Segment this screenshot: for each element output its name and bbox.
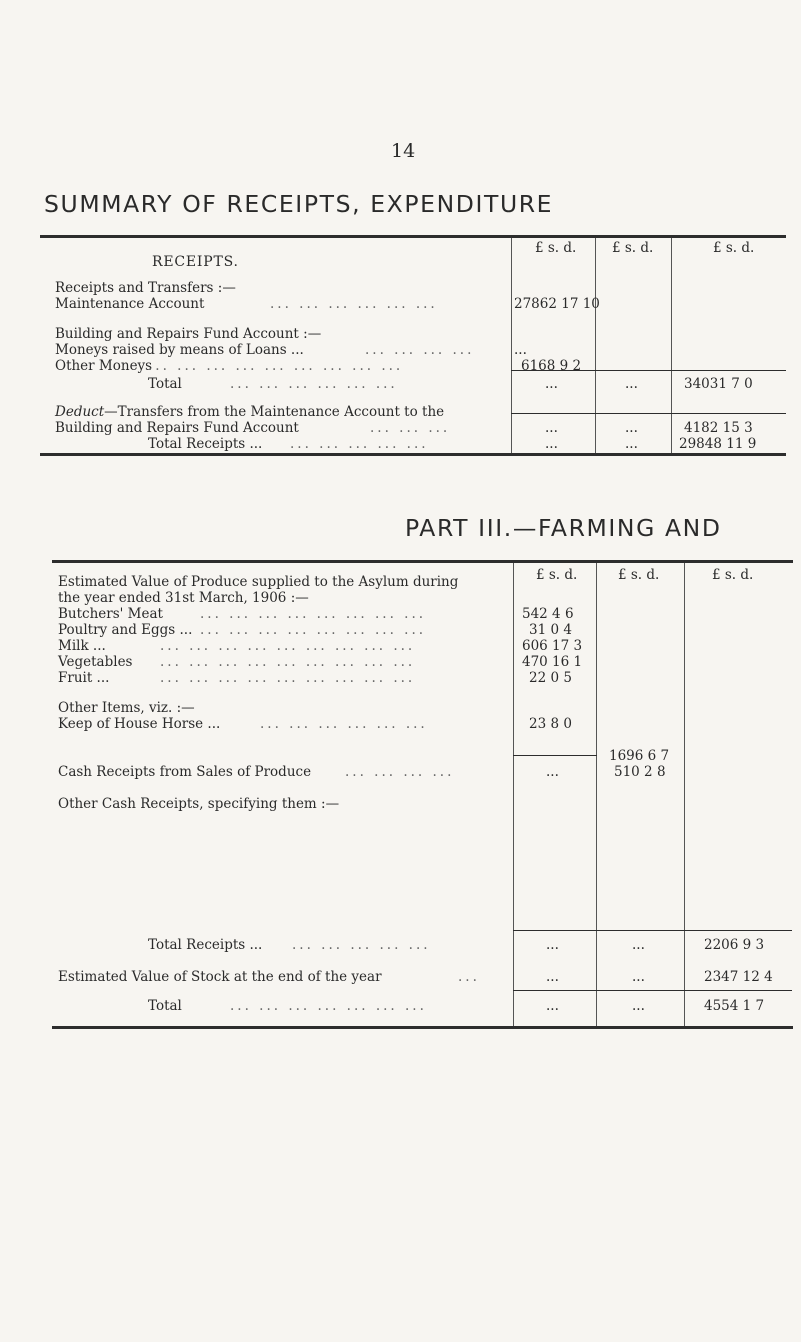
row-label: Other Moneys [55, 358, 153, 374]
amount: 27862 17 10 [514, 296, 600, 312]
amount: 510 2 8 [614, 764, 666, 780]
amount: 2206 9 3 [704, 937, 765, 953]
subtotal-rule [513, 755, 597, 756]
row-label: Total Receipts ... [148, 436, 263, 452]
table-bottom-rule [40, 453, 786, 456]
receipts-header: RECEIPTS. [152, 254, 239, 270]
leader-dots: ... ... ... ... ... ... ... ... [200, 606, 427, 622]
column-divider [671, 238, 672, 453]
leader-dots: ... ... ... ... ... ... ... ... ... [160, 670, 416, 686]
table-top-rule [40, 235, 786, 238]
leader-dots: ... ... ... ... ... [290, 436, 429, 452]
amount: 31 0 4 [529, 622, 572, 638]
currency-header: £ s. d. [712, 567, 754, 583]
amount: ... [546, 969, 559, 985]
row-label: Other Items, viz. :— [58, 700, 195, 716]
leader-dots: ... ... ... ... ... ... [260, 716, 428, 732]
page-title: SUMMARY OF RECEIPTS, EXPENDITURE [44, 190, 554, 218]
leader-dots: ... ... ... ... ... [292, 937, 431, 953]
row-label: the year ended 31st March, 1906 :— [58, 590, 309, 606]
column-divider [596, 563, 597, 1026]
amount: ... [546, 998, 559, 1014]
row-label: Maintenance Account [55, 296, 205, 312]
amount: 34031 7 0 [684, 376, 753, 392]
row-label: Milk ... [58, 638, 106, 654]
amount: ... [545, 376, 558, 392]
leader-dots: ... ... ... ... ... ... ... [230, 998, 427, 1014]
amount: 4554 1 7 [704, 998, 765, 1014]
total-rule [513, 930, 792, 931]
leader-dots: ... ... ... ... ... ... [270, 296, 438, 312]
currency-header: £ s. d. [612, 240, 654, 256]
currency-header: £ s. d. [713, 240, 755, 256]
row-label: Poultry and Eggs ... [58, 622, 193, 638]
row-label: Total Receipts ... [148, 937, 263, 953]
row-label: Total [148, 998, 182, 1014]
column-divider [595, 238, 596, 453]
column-divider [513, 563, 514, 1026]
leader-dots: ... ... ... ... ... ... ... ... ... [160, 638, 416, 654]
leader-dots: ... ... ... ... [345, 764, 455, 780]
amount: 4182 15 3 [684, 420, 753, 436]
row-label: Moneys raised by means of Loans ... [55, 342, 304, 358]
leader-dots: ... ... ... ... ... ... ... ... ... [148, 358, 404, 374]
row-label [55, 404, 444, 420]
page-number: 14 [391, 140, 416, 162]
amount: ... [632, 969, 645, 985]
subtotal-amount: 1696 6 7 [609, 748, 670, 764]
row-label: Cash Receipts from Sales of Produce [58, 764, 312, 780]
amount: 29848 11 9 [679, 436, 757, 452]
deduct-label: Deduct [55, 404, 105, 420]
row-label: Vegetables [58, 654, 133, 670]
currency-header: £ s. d. [535, 240, 577, 256]
leader-dots: ... [458, 969, 480, 985]
amount: ... [546, 764, 559, 780]
currency-header: £ s. d. [618, 567, 660, 583]
amount: 6168 9 2 [521, 358, 582, 374]
row-label: Estimated Value of Produce supplied to the Asylum during [58, 574, 459, 590]
amount: ... [545, 436, 558, 452]
leader-dots: ... ... ... ... ... ... ... ... ... [160, 654, 416, 670]
row-label: Fruit ... [58, 670, 110, 686]
column-divider [684, 563, 685, 1026]
row-label: Butchers' Meat [58, 606, 163, 622]
column-divider [511, 238, 512, 453]
total-rule [513, 990, 792, 991]
amount: ... [625, 376, 638, 392]
row-label: Total [148, 376, 182, 392]
leader-dots: ... ... ... ... ... ... [230, 376, 398, 392]
amount: ... [632, 998, 645, 1014]
amount: 23 8 0 [529, 716, 572, 732]
row-label: Keep of House Horse ... [58, 716, 221, 732]
amount: 22 0 5 [529, 670, 572, 686]
amount: 2347 12 4 [704, 969, 773, 985]
table-bottom-rule [52, 1026, 793, 1029]
section-title: PART III.—FARMING AND [405, 514, 722, 542]
amount: ... [625, 436, 638, 452]
table-top-rule [52, 560, 793, 563]
amount: 542 4 6 [522, 606, 574, 622]
currency-header: £ s. d. [536, 567, 578, 583]
deduct-text: —Transfers from the Maintenance Account to the [104, 404, 445, 420]
row-label: Building and Repairs Fund Account [55, 420, 299, 436]
row-label: Other Cash Receipts, specifying them :— [58, 796, 340, 812]
row-label: Building and Repairs Fund Account :— [55, 326, 322, 342]
amount: 606 17 3 [522, 638, 583, 654]
leader-dots: ... ... ... [370, 420, 451, 436]
amount: ... [545, 420, 558, 436]
amount: 470 16 1 [522, 654, 583, 670]
amount: ... [546, 937, 559, 953]
leader-dots: ... ... ... ... [365, 342, 475, 358]
row-label: Estimated Value of Stock at the end of the year [58, 969, 382, 985]
leader-dots: ... ... ... ... ... ... ... ... [200, 622, 427, 638]
row-label: Receipts and Transfers :— [55, 280, 236, 296]
amount: ... [625, 420, 638, 436]
total-rule [511, 413, 786, 414]
amount: ... [514, 342, 527, 358]
amount: ... [632, 937, 645, 953]
